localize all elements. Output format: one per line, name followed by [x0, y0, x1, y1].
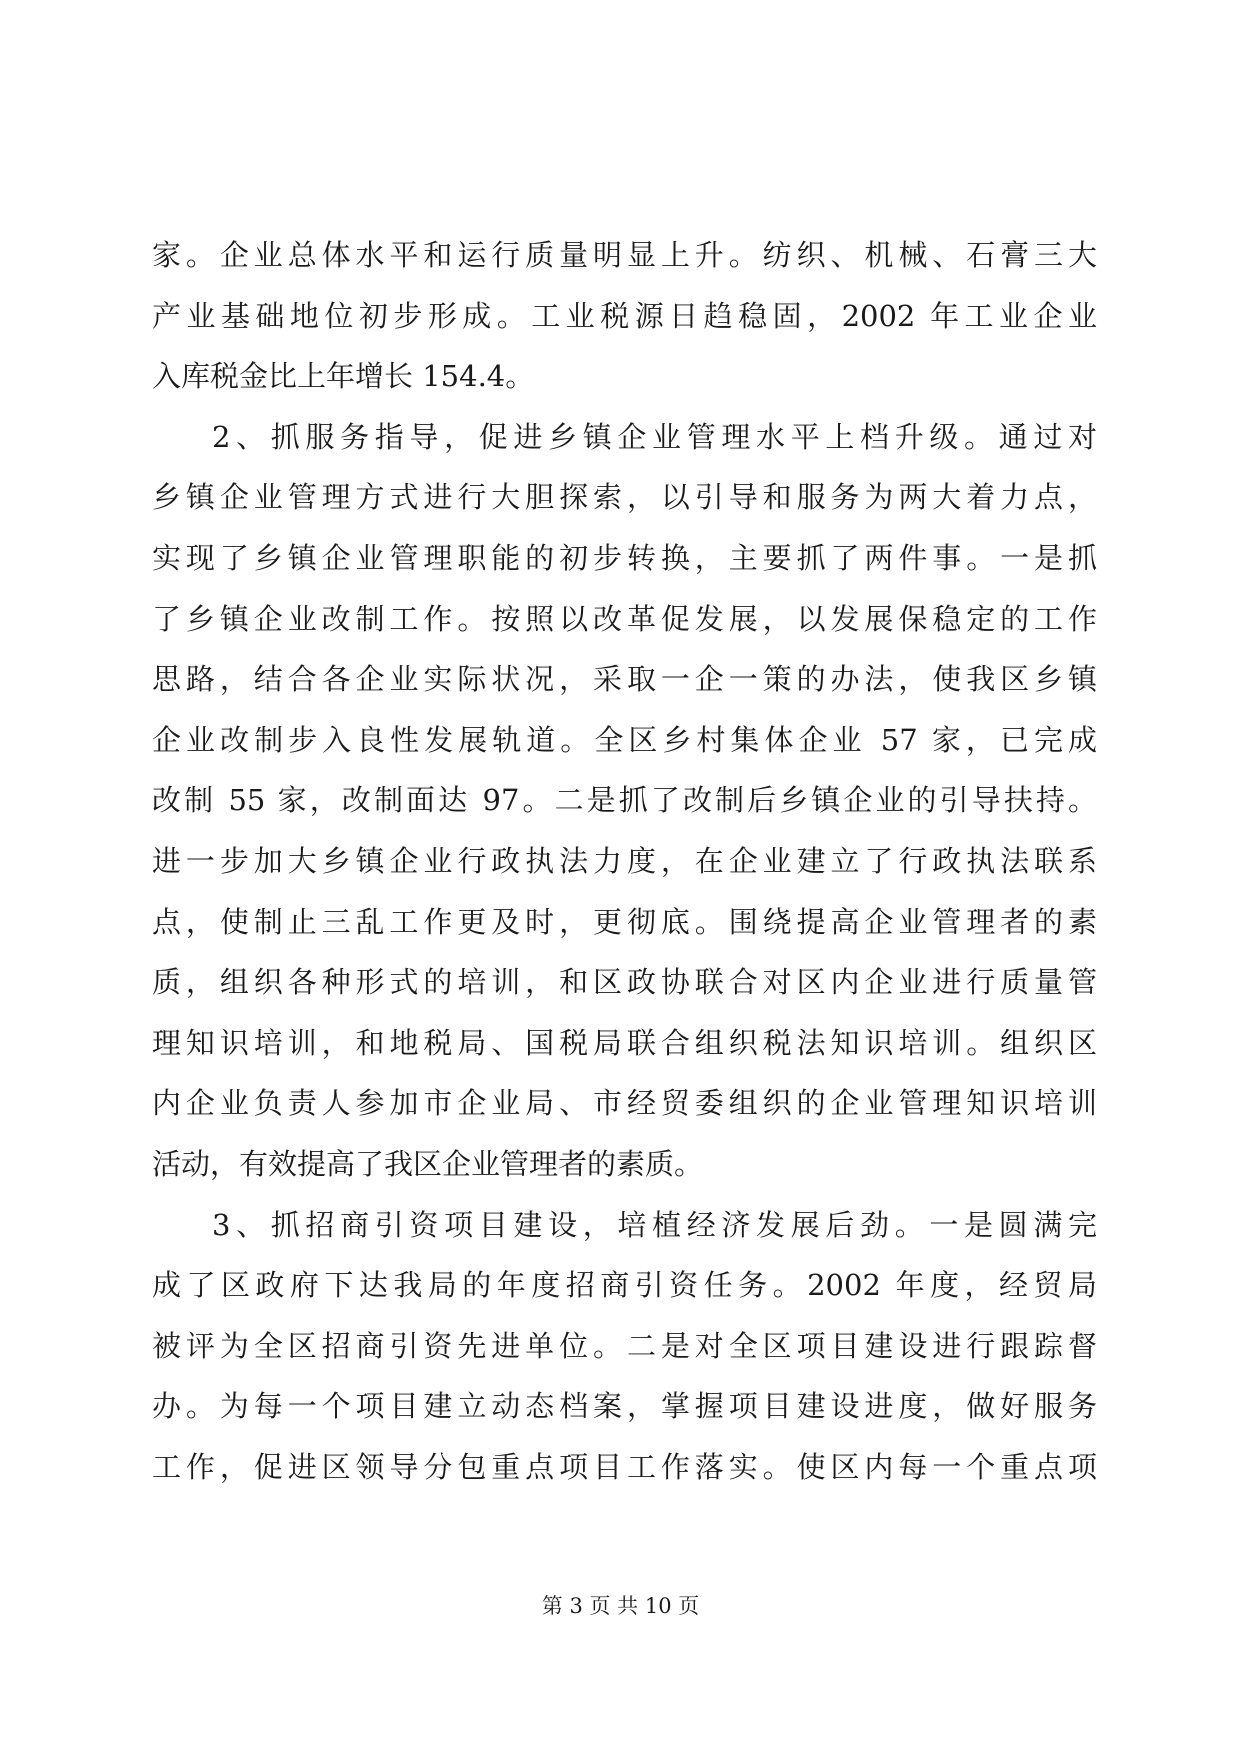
text-line: 成了区政府下达我局的年度招商引资任务。2002 年度，经贸局 — [152, 1268, 1097, 1303]
text-line: 理知识培训，和地税局、国税局联合组织税法知识培训。组织区 — [152, 1025, 1097, 1060]
text-line: 点，使制止三乱工作更及时，更彻底。围绕提高企业管理者的素 — [152, 904, 1097, 939]
text-line: 活动，有效提高了我区企业管理者的素质。 — [152, 1146, 704, 1181]
text-line: 入库税金比上年增长 154.4。 — [152, 359, 535, 394]
text-line: 了乡镇企业改制工作。按照以改革促发展，以发展保稳定的工作 — [152, 601, 1097, 636]
text-line: 改制 55 家，改制面达 97。二是抓了改制后乡镇企业的引导扶持。 — [152, 783, 1097, 818]
text-line: 实现了乡镇企业管理职能的初步转换，主要抓了两件事。一是抓 — [152, 540, 1097, 575]
text-line: 质，组织各种形式的培训，和区政协联合对区内企业进行质量管 — [152, 965, 1097, 1000]
body-text — [152, 225, 1097, 1497]
text-line: 3、抓招商引资项目建设，培植经济发展后劲。一是圆满完 — [212, 1207, 1097, 1242]
text-line: 进一步加大乡镇企业行政执法力度，在企业建立了行政执法联系 — [152, 843, 1097, 878]
text-line: 办。为每一个项目建立动态档案，掌握项目建设进度，做好服务 — [152, 1389, 1097, 1424]
text-line: 被评为全区招商引资先进单位。二是对全区项目建设进行跟踪督 — [152, 1328, 1097, 1363]
text-line: 2、抓服务指导，促进乡镇企业管理水平上档升级。通过对 — [212, 419, 1097, 454]
text-line: 产业基础地位初步形成。工业税源日趋稳固，2002 年工业企业 — [152, 298, 1097, 333]
page-number-footer: 第 3 页 共 10 页 — [541, 1594, 700, 1618]
text-line: 家。企业总体水平和运行质量明显上升。纺织、机械、石膏三大 — [152, 238, 1097, 272]
text-line: 思路，结合各企业实际状况，采取一企一策的办法，使我区乡镇 — [152, 662, 1097, 697]
text-line: 乡镇企业管理方式进行大胆探索，以引导和服务为两大着力点， — [152, 480, 1097, 515]
text-line: 工作，促进区领导分包重点项目工作落实。使区内每一个重点项 — [152, 1449, 1097, 1484]
text-line: 企业改制步入良性发展轨道。全区乡村集体企业 57 家，已完成 — [152, 722, 1097, 757]
text-line: 内企业负责人参加市企业局、市经贸委组织的企业管理知识培训 — [152, 1086, 1097, 1121]
